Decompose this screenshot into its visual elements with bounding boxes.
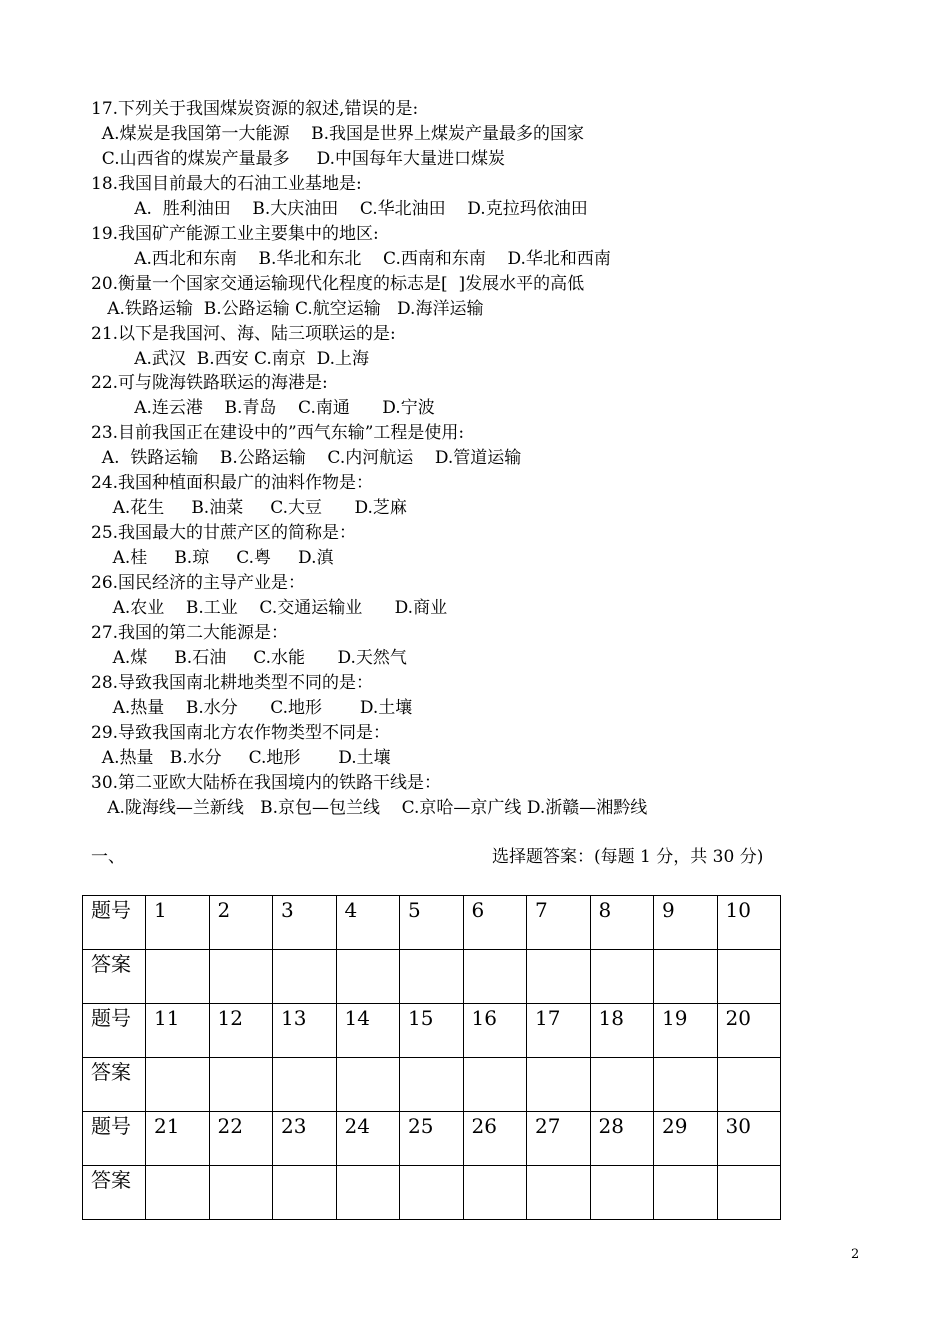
- question-26-options: A.农业 B.工业 C.交通运输业 D.商业: [91, 598, 448, 618]
- question-number-cell: 11: [146, 1004, 210, 1058]
- section-number: 一、: [91, 847, 125, 867]
- question-19-options: A.西北和东南 B.华北和东北 C.西南和东南 D.华北和西南: [91, 248, 611, 269]
- table-row-numbers: [83, 1112, 781, 1166]
- answer-blank-cell[interactable]: [463, 950, 527, 1004]
- answer-blank-cell[interactable]: [273, 1166, 337, 1220]
- question-19-stem: 19.我国矿产能源工业主要集中的地区:: [91, 223, 379, 244]
- question-number-cell: 17: [527, 1004, 591, 1058]
- answer-blank-cell[interactable]: [273, 1058, 337, 1112]
- answer-blank-cell[interactable]: [146, 950, 210, 1004]
- question-number-cell: 19: [654, 1004, 718, 1058]
- answer-table: [82, 895, 781, 1220]
- question-number-cell: 20: [717, 1004, 781, 1058]
- answer-blank-cell[interactable]: [336, 1166, 400, 1220]
- question-24-stem: 24.我国种植面积最广的油料作物是：: [91, 473, 374, 494]
- answer-blank-cell[interactable]: [590, 1058, 654, 1112]
- number-label-cell: 题号: [83, 1112, 146, 1166]
- question-number-cell: 14: [336, 1004, 400, 1058]
- answer-label-cell: 答案: [83, 1058, 146, 1112]
- question-number-cell: 2: [209, 896, 273, 950]
- answer-blank-cell[interactable]: [273, 950, 337, 1004]
- answer-blank-cell[interactable]: [654, 1166, 718, 1220]
- answer-blank-cell[interactable]: [400, 1058, 464, 1112]
- question-number-cell: 26: [463, 1112, 527, 1166]
- answer-blank-cell[interactable]: [463, 1058, 527, 1112]
- question-25-stem: 25.我国最大的甘蔗产区的简称是：: [91, 523, 357, 544]
- question-number-cell: 5: [400, 896, 464, 950]
- question-27-stem: 27.我国的第二大能源是：: [91, 622, 289, 643]
- question-number-cell: 30: [717, 1112, 781, 1166]
- question-number-cell: 4: [336, 896, 400, 950]
- table-row-answers: [83, 950, 781, 1004]
- question-number-cell: 27: [527, 1112, 591, 1166]
- answer-blank-cell[interactable]: [336, 1058, 400, 1112]
- answer-blank-cell[interactable]: [717, 1058, 781, 1112]
- question-number-cell: 18: [590, 1004, 654, 1058]
- answer-blank-cell[interactable]: [146, 1058, 210, 1112]
- question-20-options: A.铁路运输 B.公路运输 C.航空运输 D.海洋运输: [91, 298, 484, 319]
- answer-blank-cell[interactable]: [209, 1058, 273, 1112]
- question-number-cell: 10: [717, 896, 781, 950]
- number-label-cell: 题号: [83, 896, 146, 950]
- question-number-cell: 3: [273, 896, 337, 950]
- answer-blank-cell[interactable]: [717, 1166, 781, 1220]
- question-18-options: A. 胜利油田 B.大庆油田 C.华北油田 D.克拉玛依油田: [91, 198, 588, 219]
- answer-blank-cell[interactable]: [654, 950, 718, 1004]
- table-row-answers: [83, 1058, 781, 1112]
- question-number-cell: 28: [590, 1112, 654, 1166]
- question-23-stem: 23.目前我国正在建设中的”西气东输”工程是使用:: [91, 423, 465, 444]
- answer-blank-cell[interactable]: [717, 950, 781, 1004]
- question-24-options: A.花生 B.油菜 C.大豆 D.芝麻: [91, 498, 407, 519]
- question-number-cell: 13: [273, 1004, 337, 1058]
- question-22-stem: 22.可与陇海铁路联运的海港是:: [91, 373, 328, 394]
- table-row-numbers: [83, 1004, 781, 1058]
- question-30-stem: 30.第二亚欧大陆桥在我国境内的铁路干线是：: [91, 772, 442, 793]
- answer-blank-cell[interactable]: [654, 1058, 718, 1112]
- question-number-cell: 25: [400, 1112, 464, 1166]
- question-number-cell: 6: [463, 896, 527, 950]
- question-number-cell: 15: [400, 1004, 464, 1058]
- answer-blank-cell[interactable]: [209, 1166, 273, 1220]
- question-26-stem: 26.国民经济的主导产业是：: [91, 573, 306, 594]
- question-30-options: A.陇海线—兰新线 B.京包—包兰线 C.京哈—京广线 D.浙赣—湘黔线: [91, 797, 648, 818]
- question-number-cell: 24: [336, 1112, 400, 1166]
- question-number-cell: 8: [590, 896, 654, 950]
- section-title: 选择题答案：(每题 1 分，共 30 分): [492, 847, 764, 867]
- question-number-cell: 29: [654, 1112, 718, 1166]
- question-22-options: A.连云港 B.青岛 C.南通 D.宁波: [91, 398, 435, 419]
- question-21-options: A.武汉 B.西安 C.南京 D.上海: [91, 348, 370, 369]
- question-27-options: A.煤 B.石油 C.水能 D.天然气: [91, 647, 407, 668]
- answer-blank-cell[interactable]: [527, 950, 591, 1004]
- answer-label-cell: 答案: [83, 1166, 146, 1220]
- table-row-answers: [83, 1166, 781, 1220]
- answer-blank-cell[interactable]: [527, 1166, 591, 1220]
- question-29-stem: 29.导致我国南北方农作物类型不同是：: [91, 722, 391, 743]
- answer-blank-cell[interactable]: [590, 1166, 654, 1220]
- question-number-cell: 12: [209, 1004, 273, 1058]
- question-17-stem: 17.下列关于我国煤炭资源的叙述,错误的是:: [91, 99, 419, 119]
- question-number-cell: 21: [146, 1112, 210, 1166]
- answer-blank-cell[interactable]: [400, 1166, 464, 1220]
- question-number-cell: 22: [209, 1112, 273, 1166]
- question-number-cell: 16: [463, 1004, 527, 1058]
- question-18-stem: 18.我国目前最大的石油工业基地是:: [91, 173, 362, 194]
- question-28-stem: 28.导致我国南北耕地类型不同的是：: [91, 672, 374, 693]
- answer-blank-cell[interactable]: [463, 1166, 527, 1220]
- answer-blank-cell[interactable]: [146, 1166, 210, 1220]
- answer-blank-cell[interactable]: [590, 950, 654, 1004]
- answer-label-cell: 答案: [83, 950, 146, 1004]
- answer-blank-cell[interactable]: [336, 950, 400, 1004]
- question-17-options: C.山西省的煤炭产量最多 D.中国每年大量进口煤炭: [91, 148, 506, 169]
- answer-blank-cell[interactable]: [209, 950, 273, 1004]
- question-number-cell: 23: [273, 1112, 337, 1166]
- question-21-stem: 21.以下是我国河、海、陆三项联运的是:: [91, 323, 396, 344]
- question-number-cell: 1: [146, 896, 210, 950]
- answer-blank-cell[interactable]: [400, 950, 464, 1004]
- question-20-stem: 20.衡量一个国家交通运输现代化程度的标志是[ ]发展水平的高低: [91, 273, 585, 294]
- question-17-options: A.煤炭是我国第一大能源 B.我国是世界上煤炭产量最多的国家: [91, 123, 584, 144]
- question-25-options: A.桂 B.琼 C.粤 D.滇: [91, 548, 334, 569]
- question-29-options: A.热量 B.水分 C.地形 D.土壤: [91, 747, 391, 768]
- question-number-cell: 7: [527, 896, 591, 950]
- answer-blank-cell[interactable]: [527, 1058, 591, 1112]
- question-number-cell: 9: [654, 896, 718, 950]
- question-28-options: A.热量 B.水分 C.地形 D.土壤: [91, 697, 413, 718]
- table-row-numbers: [83, 896, 781, 950]
- question-23-options: A. 铁路运输 B.公路运输 C.内河航运 D.管道运输: [91, 448, 522, 469]
- number-label-cell: 题号: [83, 1004, 146, 1058]
- page-number: 2: [851, 1247, 860, 1262]
